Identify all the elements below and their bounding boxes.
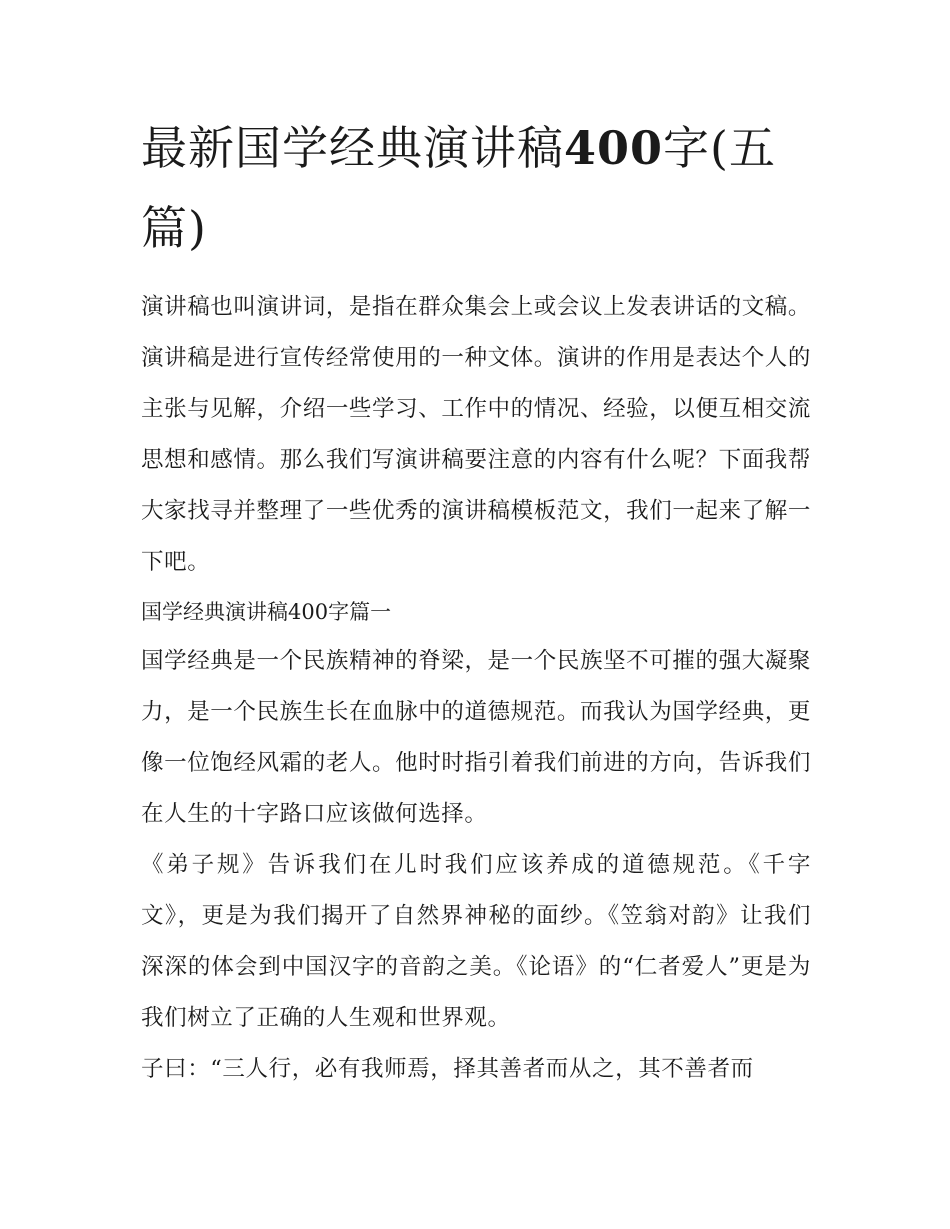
body-paragraph-1: 国学经典是一个民族精神的脊梁，是一个民族坚不可摧的强大凝聚力，是一个民族生长在血脉中的道德规范。而我认为国学经典，更像一位饱经风霜的老人。他时时指引着我们前进的方向，告诉我们在人生的十字路口应该做何选择。	[141, 648, 811, 827]
title-number: 400	[564, 121, 664, 175]
title-text-part1: 最新国学经典演讲稿	[141, 121, 564, 175]
section-heading: 国学经典演讲稿400字篇一	[141, 600, 392, 624]
title-text-part2: 字(五篇)	[141, 121, 776, 255]
document-page	[141, 108, 811, 1095]
intro-paragraph: 演讲稿也叫演讲词，是指在群众集会上或会议上发表讲话的文稿。演讲稿是进行宣传经常使用的一种文体。演讲的作用是表达个人的主张与见解，介绍一些学习、工作中的情况、经验，以便互相交流思想和感情。那么我们写演讲稿要注意的内容有什么呢？下面我帮大家找寻并整理了一些优秀的演讲稿模板范文，我们一起来了解一下吧。	[141, 294, 811, 575]
body-paragraph-2: 《弟子规》告诉我们在儿时我们应该养成的道德规范。《千字文》，更是为我们揭开了自然界神秘的面纱。《笠翁对韵》让我们深深的体会到中国汉字的音韵之美。《论语》的“仁者爱人”更是为我们树立了正确的人生观和世界观。	[141, 852, 811, 1031]
document-title	[141, 108, 811, 268]
body-paragraph-3: 子曰：“三人行，必有我师焉，择其善者而从之，其不善者而	[141, 1056, 754, 1082]
